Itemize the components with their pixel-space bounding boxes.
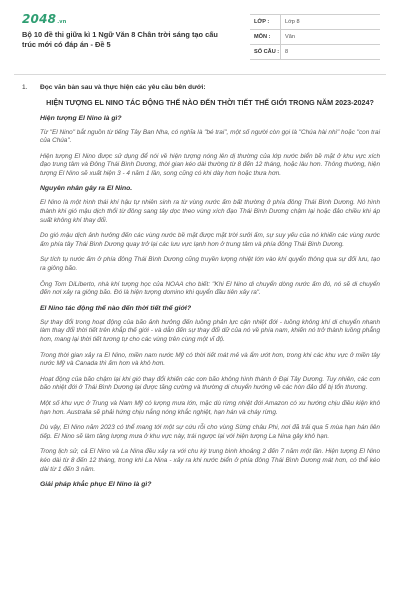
meta-label: SỐ CÂU : <box>254 49 280 55</box>
document-title: Bộ 10 đề thi giữa kì 1 Ngữ Văn 8 Chân trời sáng tạo cấu trúc mới có đáp án - Đề 5 <box>22 30 218 49</box>
paragraph: Trong thời gian xảy ra El Nino, miền nam nước Mỹ có thời tiết mát mẻ và ẩm ướt hơn, trong khi các khu vực ở miền tây nước Mỹ và Canada thì ấm hơn và khô hơn. <box>40 351 380 368</box>
paragraph: Trong lịch sử, cả El Nino và La Nina đều xảy ra với chu kỳ trung bình khoảng 2 đến 7 năm một lần. Hiện tượng El Nino kéo dài từ 8 đến 12 tháng, trong khi La Nina - xảy ra khi nước biển ở phía đông Thái Bình Dương mát hơn, có thể kéo dài từ 1 đến 3 năm. <box>40 448 380 473</box>
article-title: HIỆN TƯỢNG EL NINO TÁC ĐỘNG THẾ NÀO ĐẾN THỜI TIẾT THẾ GIỚI TRONG NĂM 2023-2024? <box>46 98 374 107</box>
paragraph: Do gió mậu dịch ảnh hưởng đến các vùng nước bề mặt được mặt trời sưởi ấm, sự suy yếu của nó khiến các vùng nước ấm phía tây Thái Bình Dương quay trở lại các lưu vực lạnh hơn ở trung tâm và phía đông Thái Bình Dương. <box>40 232 380 248</box>
question-prompt: Đọc văn bản sau và thực hiện các yêu cầu bên dưới: <box>40 84 206 91</box>
section-heading: El Nino tác động thế nào đến thời tiết thế giới? <box>40 304 192 312</box>
paragraph: Sự thay đổi trong hoạt động của bão ảnh hưởng đến luồng phản lực cận nhiệt đới - luồng không khí di chuyển nhanh làm thay đổi thời tiết trên khắp thế giới - và dẫn đến sự thay đổi dữ của nó về phía nam, khiến nó trở thành luồng phẳng hơn, mang lại thời tiết tương tự cho các vùng trên cùng một vĩ độ. <box>40 318 380 343</box>
header-divider <box>14 74 386 75</box>
meta-row-class <box>250 15 380 30</box>
paragraph: Ông Tom DiLiberto, nhà khí tượng học của NOAA cho biết: "Khi El Nino di chuyển dòng nước ấm đó, nó sẽ di chuyển đến nơi xảy ra giông bão. Đó là hiện tượng domino khi quyển đầu tiên xảy ra". <box>40 280 380 297</box>
meta-row-question-count <box>250 45 380 60</box>
meta-value: Văn <box>280 30 380 44</box>
question-number: 1. <box>22 84 28 91</box>
paragraph: Một số khu vực ở Trung và Nam Mỹ có lượng mưa lớn, mặc dù rừng nhiệt đới Amazon có xu hướng chịu điều kiện khô hạn hơn. Australia sẽ phải hứng chịu nắng nóng khắc nghiệt, hạn hán và cháy rừng. <box>40 399 380 416</box>
article-body <box>40 98 380 495</box>
meta-label: MÔN : <box>254 34 271 40</box>
meta-label: LỚP : <box>254 19 270 25</box>
meta-row-subject <box>250 30 380 45</box>
section-heading: Giải pháp khắc phục El Nino là gì? <box>40 481 152 489</box>
page-header <box>0 0 400 66</box>
paragraph: Hiện tượng El Nino được sử dụng để nói về hiện tượng nóng lên dị thường của lớp nước biển bề mặt ở khu vực xích đạo trung tâm và Đông Thái Bình Dương, thời gian kéo dài thường từ 8 đến 12 tháng, hoặc lâu hơn. Thông thường, hiện tượng El Nino sẽ xuất hiện 3 - 4 năm 1 lần, song cũng có khi dày hơn hoặc thưa hơn. <box>40 152 380 177</box>
paragraph: Sự tích tụ nước ấm ở phía đông Thái Bình Dương cũng truyền lượng nhiệt lớn vào khí quyển thông qua sự đối lưu, tạo ra giông bão. <box>40 256 380 273</box>
paragraph: Hoạt động của bão chậm lại khi gió thay đổi khiến các cơn bão không hình thành ở Đại Tây Dương. Tuy nhiên, các cơn bão nhiệt đới ở Thái Bình Dương lại được tăng cường và thường di chuyển hướng về các hòn đảo để bị tổn thương. <box>40 375 380 392</box>
meta-table <box>250 14 380 60</box>
article-sections <box>40 115 380 489</box>
paragraph: Từ "El Nino" bắt nguồn từ tiếng Tây Ban Nha, có nghĩa là "bé trai", một số người còn gọi là "Chúa hài nhi" hoặc "con trai của Chúa". <box>40 128 380 145</box>
site-logo[interactable]: 2048.vn <box>22 12 67 26</box>
section-heading: Hiện tượng El Nino là gì? <box>40 114 122 122</box>
paragraph: Dù vậy, El Nino năm 2023 có thể mang tới một sự cứu rỗi cho vùng Sừng châu Phi, nơi đã trải qua 5 mùa hạn hán liên tiếp. El Nino sẽ làm tăng lượng mưa ở khu vực này, trái ngược lại với hiện tượng La Nina gây khô hạn. <box>40 424 380 440</box>
meta-value: 8 <box>280 45 380 59</box>
meta-value: Lớp 8 <box>280 15 380 29</box>
paragraph: El Nino là một hình thái khí hậu tự nhiên sinh ra từ vùng nước ấm bất thường ở phía đông Thái Bình Dương. Nó hình thành khi gió mậu dịch thổi từ đông sang tây dọc theo vùng xích đạo Thái Bình Dương chậm lại hoặc đảo chiều khi áp suất không khí thay đổi. <box>40 199 380 224</box>
section-heading: Nguyên nhân gây ra El Nino. <box>40 185 133 193</box>
